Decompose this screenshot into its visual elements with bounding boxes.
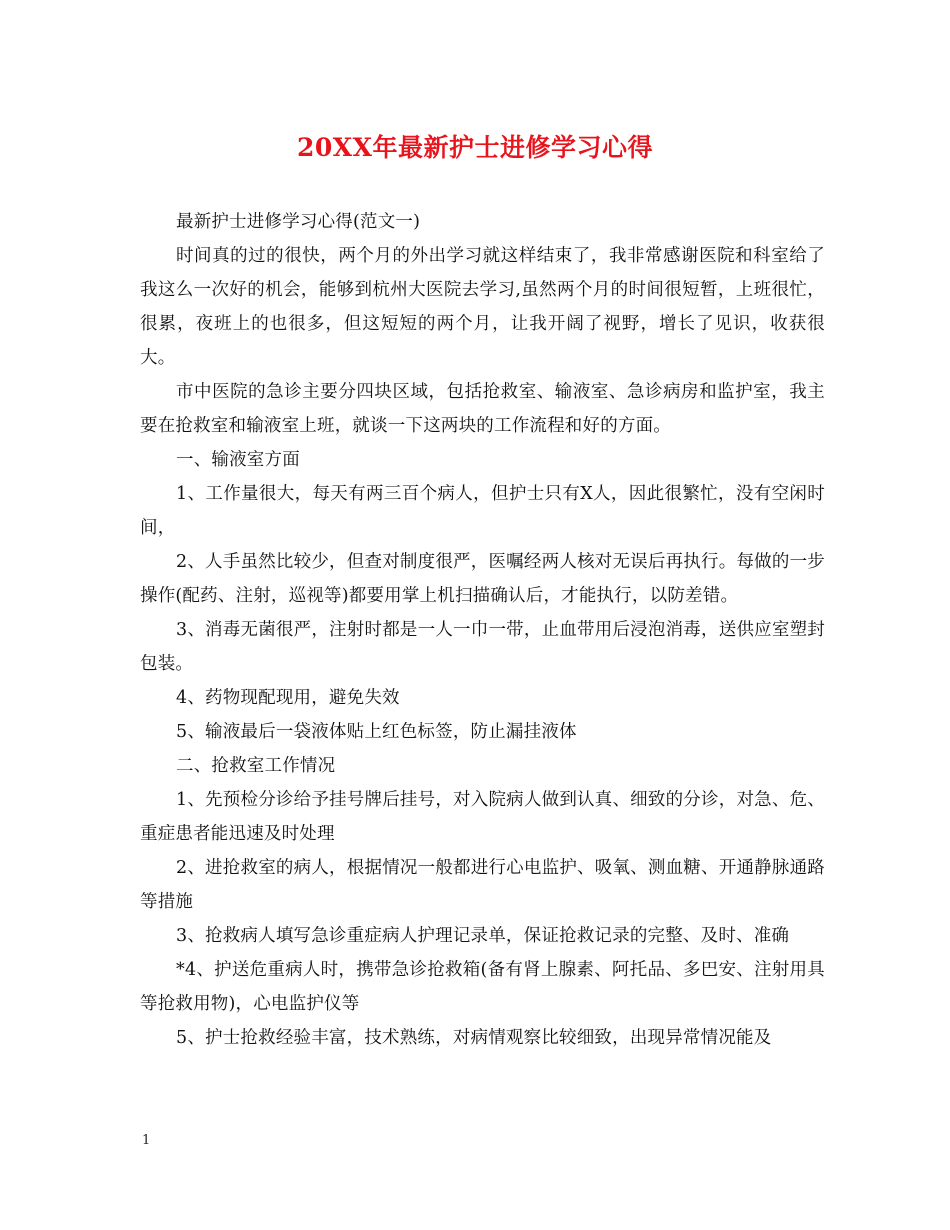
section-heading: 一、输液室方面	[176, 450, 300, 470]
paragraph: 1、工作量很大，每天有两三百个病人，但护士只有X人，因此很繁忙，没有空闲时间，	[140, 484, 825, 538]
paragraph: 市中医院的急诊主要分四块区域，包括抢救室、输液室、急诊病房和监护室，我主要在抢救室和输液室上班，就谈一下这两块的工作流程和好的方面。	[140, 382, 825, 436]
paragraph: 2、人手虽然比较少，但查对制度很严，医嘱经两人核对无误后再执行。每做的一步操作(配药、注射，巡视等)都要用掌上机扫描确认后，才能执行，以防差错。	[140, 552, 825, 606]
paragraph: 5、护士抢救经验丰富，技术熟练，对病情观察比较细致，出现异常情况能及	[176, 1028, 772, 1048]
paragraph: 时间真的过的很快，两个月的外出学习就这样结束了，我非常感谢医院和科室给了我这么一次好的机会，能够到杭州大医院去学习,虽然两个月的时间很短暂，上班很忙，很累，夜班上的也很多，但这短短的两个月，让我开阔了视野，增长了见识，收获很大。	[140, 246, 825, 368]
paragraph: 最新护士进修学习心得(范文一)	[176, 212, 421, 232]
page-number: 1	[142, 1133, 151, 1148]
paragraph: 5、输液最后一袋液体贴上红色标签，防止漏挂液体	[176, 722, 577, 742]
paragraph: 2、进抢救室的病人，根据情况一般都进行心电监护、吸氧、测血糖、开通静脉通路等措施	[140, 858, 825, 912]
paragraph: 3、消毒无菌很严，注射时都是一人一巾一带，止血带用后浸泡消毒，送供应室塑封包装。	[140, 620, 825, 674]
paragraph: 4、药物现配现用，避免失效	[176, 688, 400, 708]
paragraph: 1、先预检分诊给予挂号牌后挂号，对入院病人做到认真、细致的分诊，对急、危、重症患者能迅速及时处理	[140, 790, 825, 844]
paragraph: *4、护送危重病人时，携带急诊抢救箱(备有肾上腺素、阿托品、多巴安、注射用具等抢救用物)，心电监护仪等	[140, 960, 825, 1014]
document-title: 20XX年最新护士进修学习心得	[296, 133, 654, 162]
document-body	[140, 205, 825, 1055]
section-heading: 二、抢救室工作情况	[176, 756, 336, 776]
paragraph: 3、抢救病人填写急诊重症病人护理记录单，保证抢救记录的完整、及时、准确	[176, 926, 790, 946]
